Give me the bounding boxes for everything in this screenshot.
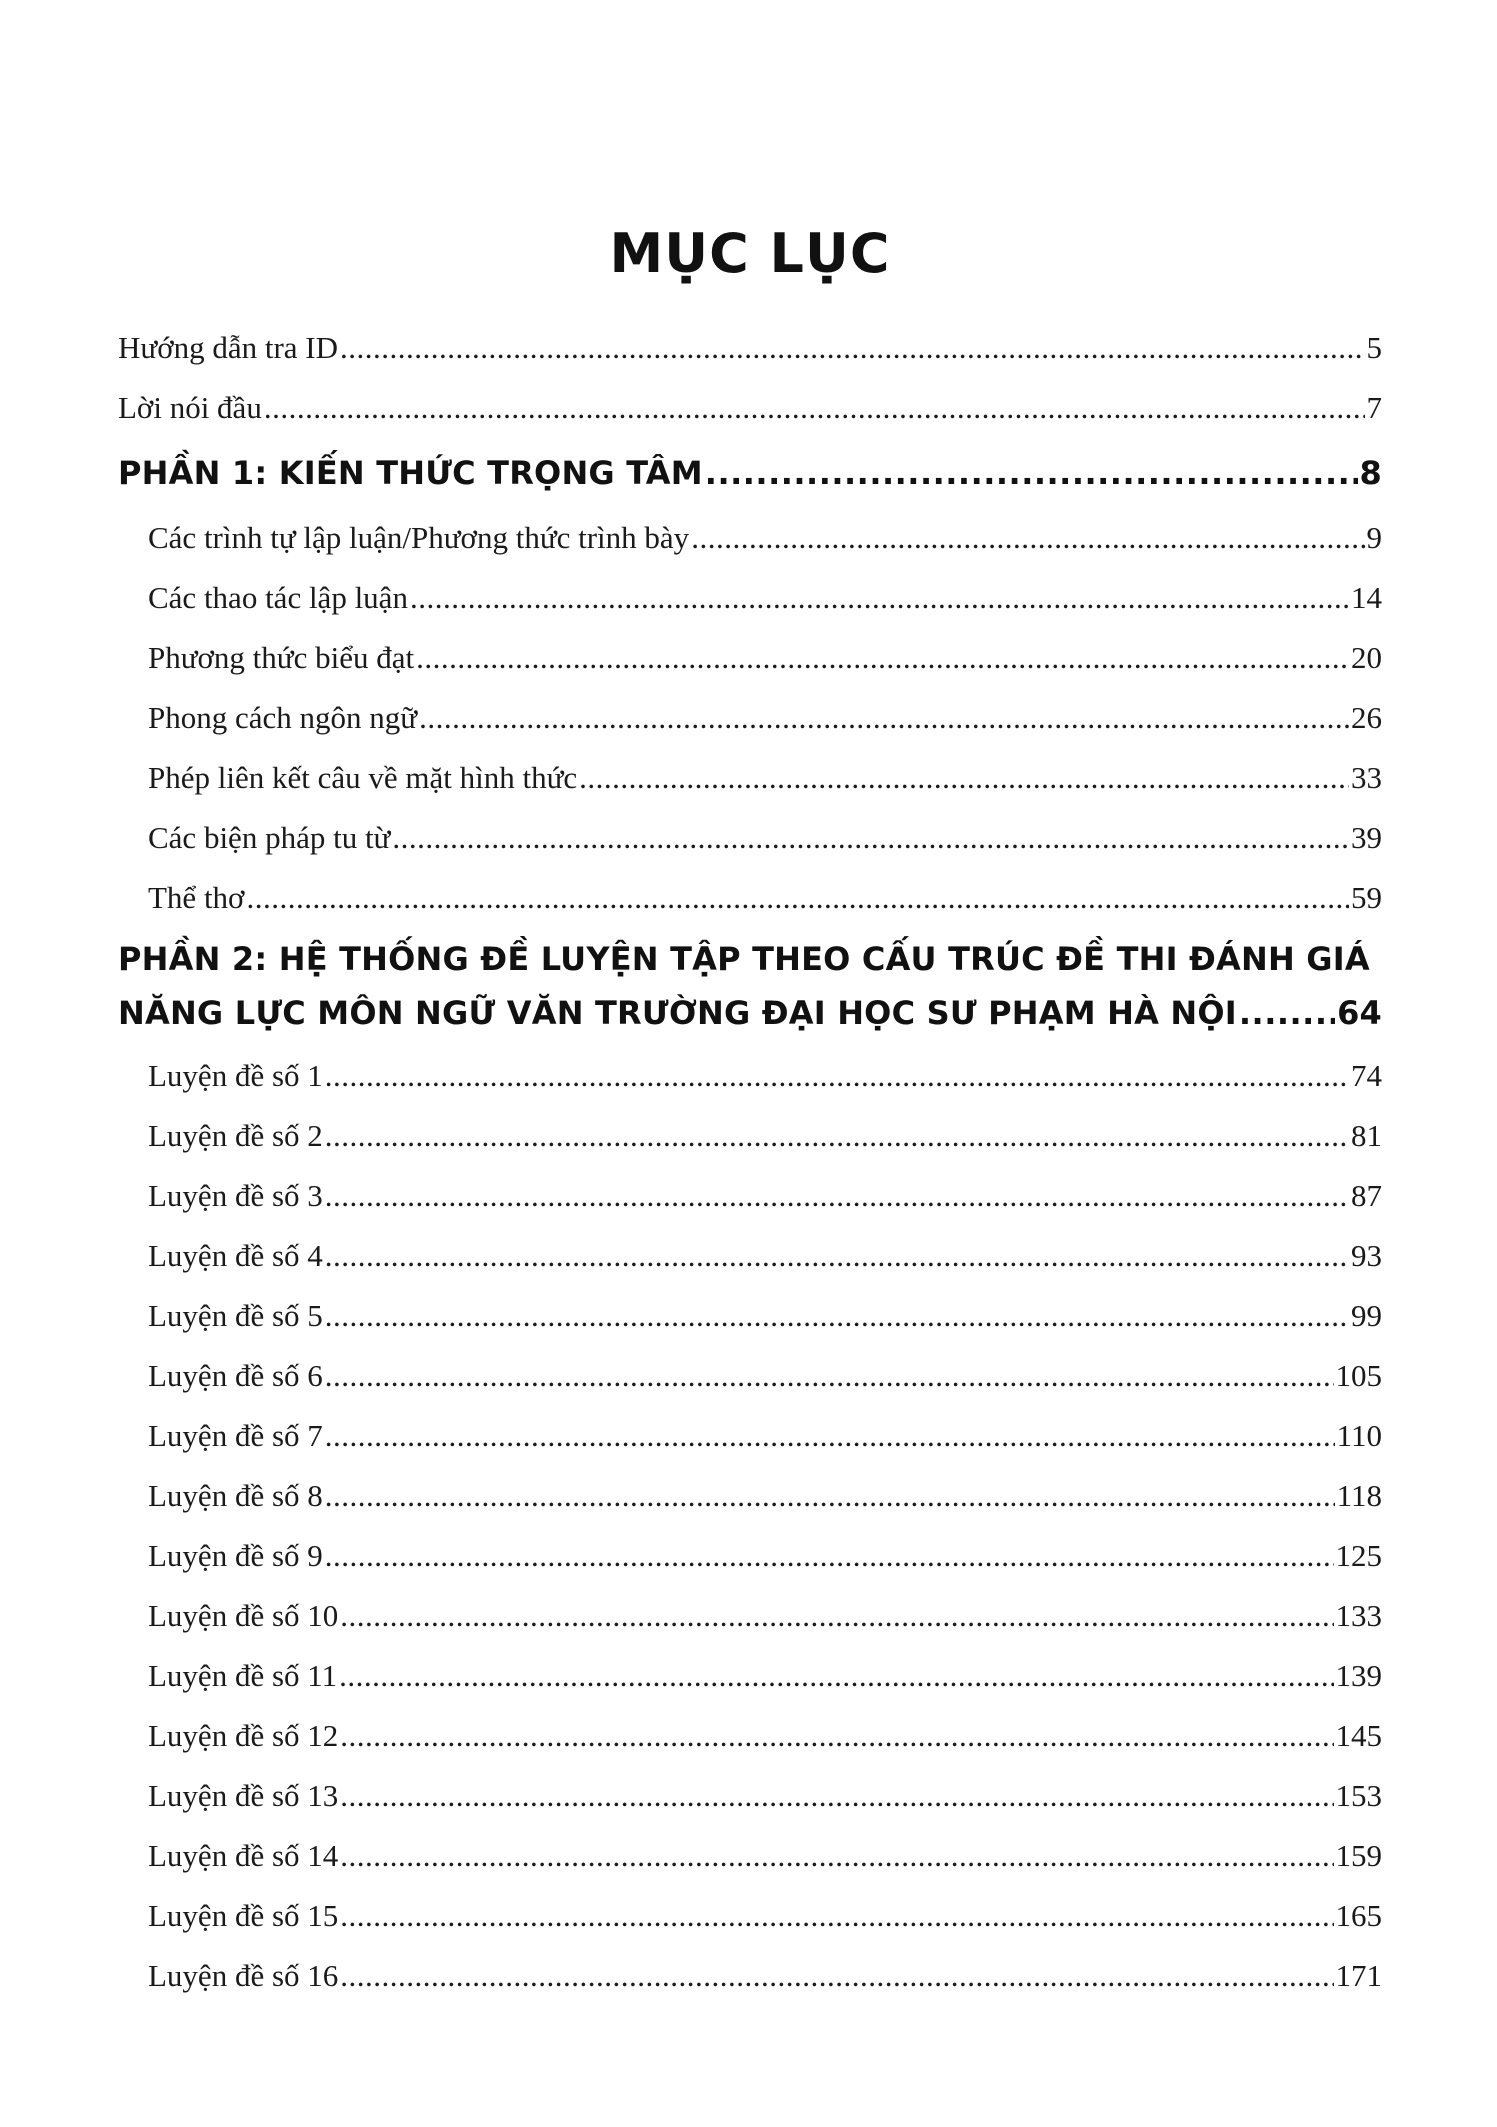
dot-leader <box>339 1646 1333 1706</box>
toc-entry-label: Luyện đề số 11 <box>148 1658 338 1693</box>
toc-entry-page: 87 <box>1351 1178 1382 1213</box>
toc-entry-label: Hướng dẫn tra ID <box>118 330 338 365</box>
toc-entry-label: Luyện đề số 8 <box>148 1478 323 1513</box>
toc-entry-page: 165 <box>1335 1898 1382 1933</box>
toc-entry-label: Luyện đề số 7 <box>148 1418 323 1453</box>
toc-entry-label: Luyện đề số 16 <box>148 1958 339 1993</box>
toc-entry-label: Các biện pháp tu từ <box>148 820 391 855</box>
toc-entry-label: Luyện đề số 15 <box>148 1898 339 1933</box>
toc-entry-label: Luyện đề số 12 <box>148 1718 339 1753</box>
toc-entry-page: 20 <box>1351 640 1382 675</box>
toc-entry-page: 139 <box>1335 1658 1382 1693</box>
toc-entry-label: Luyện đề số 9 <box>148 1538 323 1573</box>
toc-entry-page: 99 <box>1351 1298 1382 1333</box>
toc-entry-page: 93 <box>1351 1238 1382 1273</box>
toc-entry[interactable] <box>118 1526 1382 1586</box>
toc-entry-label: Phép liên kết câu về mặt hình thức <box>148 760 578 795</box>
toc-entry[interactable] <box>118 1826 1382 1886</box>
toc-entry[interactable] <box>118 1046 1382 1106</box>
toc-entry-label: Lời nói đầu <box>118 390 262 425</box>
dot-leader <box>325 1046 1349 1106</box>
toc-entry-loi-noi-dau[interactable] <box>118 378 1382 438</box>
dot-leader <box>340 1706 1333 1766</box>
dot-leader <box>340 1826 1333 1886</box>
toc-part-label-line2: NĂNG LỰC MÔN NGỮ VĂN TRƯỜNG ĐẠI HỌC SƯ PHẠM HÀ NỘI <box>118 994 1237 1032</box>
dot-leader <box>419 688 1349 748</box>
toc-entry[interactable] <box>118 1586 1382 1646</box>
dot-leader <box>325 1526 1334 1586</box>
toc-part-label: PHẦN 1: KIẾN THỨC TRỌNG TÂM <box>118 454 703 492</box>
toc-entry[interactable] <box>118 748 1382 808</box>
toc-entry-page: 145 <box>1335 1718 1382 1753</box>
page-title: MỤC LỤC <box>609 222 891 285</box>
toc-entry-label: Luyện đề số 1 <box>148 1058 323 1093</box>
toc-entry[interactable] <box>118 568 1382 628</box>
dot-leader <box>325 1226 1349 1286</box>
toc-entry[interactable] <box>118 1766 1382 1826</box>
toc-part-page: 8 <box>1359 454 1382 492</box>
dot-leader <box>579 748 1349 808</box>
toc-entry-page: 133 <box>1335 1598 1382 1633</box>
toc-entry-page: 39 <box>1351 820 1382 855</box>
toc-entry-page: 26 <box>1351 700 1382 735</box>
toc-entry-page: 14 <box>1351 580 1382 615</box>
dot-leader <box>325 1346 1334 1406</box>
toc-entry[interactable] <box>118 1106 1382 1166</box>
toc-entry-label: Luyện đề số 4 <box>148 1238 323 1273</box>
toc-entry[interactable] <box>118 1346 1382 1406</box>
toc-part-label-line1: PHẦN 2: HỆ THỐNG ĐỀ LUYỆN TẬP THEO CẤU TRÚC ĐỀ THI ĐÁNH GIÁ <box>118 940 1370 978</box>
toc-entry-page: 81 <box>1351 1118 1382 1153</box>
dot-leader <box>325 1466 1335 1526</box>
toc-entry-page: 125 <box>1335 1538 1382 1573</box>
toc-entry-label: Luyện đề số 3 <box>148 1178 323 1213</box>
dot-leader <box>246 868 1349 928</box>
toc-entry[interactable] <box>118 628 1382 688</box>
toc-entry[interactable] <box>118 1886 1382 1946</box>
toc-entry-label: Thể thơ <box>148 880 245 915</box>
dot-leader <box>410 568 1349 628</box>
toc-entry-page: 33 <box>1351 760 1382 795</box>
toc-entry[interactable] <box>118 1946 1382 2006</box>
toc-entry[interactable] <box>118 1226 1382 1286</box>
dot-leader <box>705 438 1358 508</box>
toc-entry-page: 118 <box>1336 1478 1382 1513</box>
dot-leader <box>416 628 1349 688</box>
toc-part-page: 64 <box>1337 994 1382 1032</box>
toc-entry[interactable] <box>118 1406 1382 1466</box>
dot-leader <box>340 1766 1333 1826</box>
toc-entry-label: Phương thức biểu đạt <box>148 640 415 675</box>
toc-entry-label: Luyện đề số 10 <box>148 1598 339 1633</box>
toc-entry-label: Các trình tự lập luận/Phương thức trình bày <box>148 520 690 555</box>
toc-entry[interactable] <box>118 1706 1382 1766</box>
toc-entry-page: 153 <box>1335 1778 1382 1813</box>
toc-entry[interactable] <box>118 808 1382 868</box>
toc-entry-label: Luyện đề số 6 <box>148 1358 323 1393</box>
toc-entry-page: 9 <box>1366 520 1382 555</box>
dot-leader <box>1239 986 1335 1040</box>
toc-entry-page: 159 <box>1335 1838 1382 1873</box>
dot-leader <box>264 378 1365 438</box>
toc-entry-page: 171 <box>1335 1958 1382 1993</box>
toc-entry-huong-dan[interactable] <box>118 318 1382 378</box>
toc-entry[interactable] <box>118 868 1382 928</box>
toc-entry[interactable] <box>118 508 1382 568</box>
toc-entry[interactable] <box>118 1286 1382 1346</box>
toc-entry-page: 105 <box>1335 1358 1382 1393</box>
toc-entry-label: Phong cách ngôn ngữ <box>148 700 418 735</box>
toc-entry-page: 7 <box>1366 390 1382 425</box>
toc-entry-page: 74 <box>1351 1058 1382 1093</box>
toc-part-1[interactable] <box>118 438 1382 508</box>
toc-entry-page: 110 <box>1336 1418 1382 1453</box>
dot-leader <box>340 1886 1333 1946</box>
dot-leader <box>325 1286 1349 1346</box>
toc-entry[interactable] <box>118 1646 1382 1706</box>
dot-leader <box>691 508 1364 568</box>
toc-entry[interactable] <box>118 1166 1382 1226</box>
dot-leader <box>340 1946 1333 2006</box>
part-2-items <box>118 1046 1382 2006</box>
toc-entry[interactable] <box>118 1466 1382 1526</box>
toc-part-2[interactable] <box>118 932 1382 1040</box>
dot-leader <box>325 1406 1335 1466</box>
part-1-items <box>118 508 1382 928</box>
toc-entry-label: Luyện đề số 2 <box>148 1118 323 1153</box>
table-of-contents <box>118 318 1382 2006</box>
dot-leader <box>325 1166 1349 1226</box>
dot-leader <box>392 808 1349 868</box>
toc-entry-label: Luyện đề số 5 <box>148 1298 323 1333</box>
toc-part-2-line2 <box>118 986 1382 1040</box>
toc-entry-label: Luyện đề số 13 <box>148 1778 339 1813</box>
toc-entry[interactable] <box>118 688 1382 748</box>
toc-entry-page: 59 <box>1351 880 1382 915</box>
dot-leader <box>340 1586 1333 1646</box>
toc-entry-label: Các thao tác lập luận <box>148 580 408 615</box>
dot-leader <box>325 1106 1349 1166</box>
toc-entry-label: Luyện đề số 14 <box>148 1838 339 1873</box>
dot-leader <box>340 318 1365 378</box>
toc-entry-page: 5 <box>1366 330 1382 365</box>
